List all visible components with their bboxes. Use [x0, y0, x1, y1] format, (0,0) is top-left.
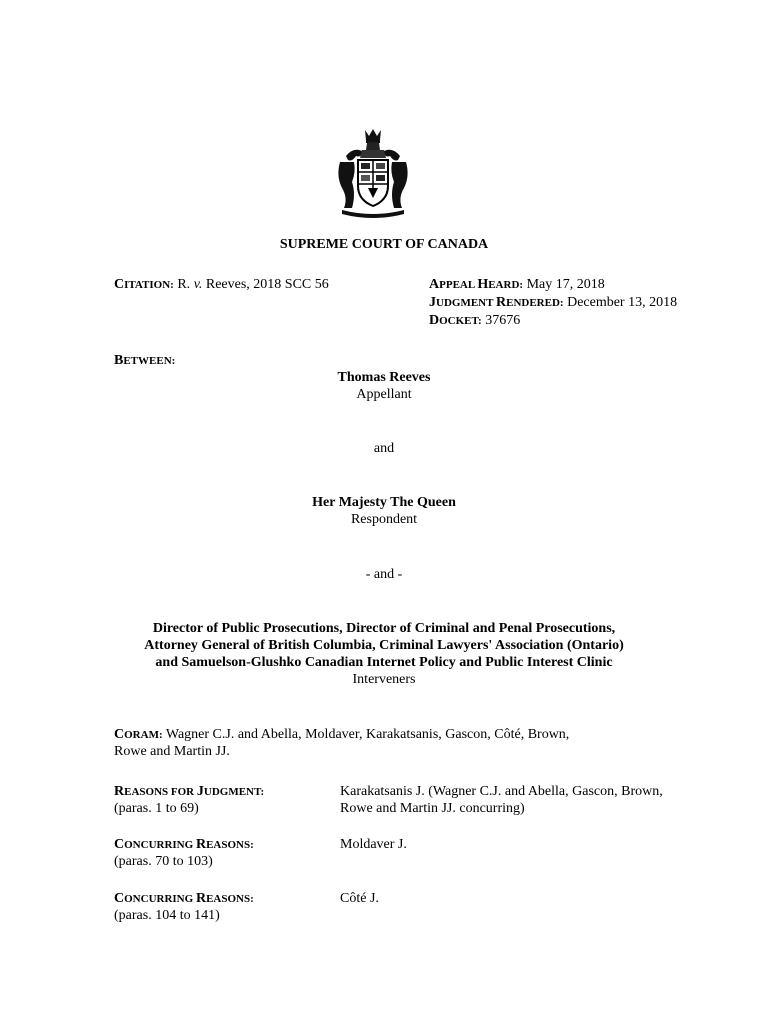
coram: CORAM: Wagner C.J. and Abella, Moldaver, Karakatsanis, Gascon, Côté, Brown, — [114, 727, 570, 742]
concurring-reasons-paras-2: (paras. 104 to 141) — [114, 908, 220, 923]
reasons-label: REASONS FOR JUDGMENT: — [114, 784, 265, 799]
respondent-role: Respondent — [350, 512, 418, 527]
interveners-role: Interveners — [352, 672, 416, 687]
and-separator-2: - and - — [365, 567, 403, 582]
interveners-line-3: and Samuelson-Glushko Canadian Internet Policy and Public Interest Clinic — [155, 655, 613, 670]
docket: DOCKET: 37676 — [429, 313, 521, 328]
reasons-author-line-2: Rowe and Martin JJ. concurring) — [340, 801, 525, 816]
interveners-line-1: Director of Public Prosecutions, Director of Criminal and Penal Prosecutions, — [152, 621, 616, 636]
judgment-rendered: JUDGMENT RENDERED: December 13, 2018 — [429, 295, 678, 310]
and-separator: and — [373, 441, 395, 456]
court-title: SUPREME COURT OF CANADA — [279, 237, 489, 252]
concurring-reasons-label: CONCURRING REASONS: — [114, 837, 254, 852]
concurring-reasons-author-2: Côté J. — [340, 891, 379, 906]
coram-line-2: Rowe and Martin JJ. — [114, 744, 230, 759]
reasons-author: Karakatsanis J. (Wagner C.J. and Abella, Gascon, Brown, — [340, 784, 663, 799]
interveners-line-2: Attorney General of British Columbia, Criminal Lawyers' Association (Ontario) — [144, 638, 624, 653]
concurring-reasons-paras: (paras. 70 to 103) — [114, 854, 213, 869]
concurring-reasons-author: Moldaver J. — [340, 837, 407, 852]
coat-of-arms-icon — [334, 128, 412, 218]
appellant-name: Thomas Reeves — [337, 370, 431, 385]
reasons-paras: (paras. 1 to 69) — [114, 801, 199, 816]
respondent-name: Her Majesty The Queen — [312, 495, 456, 510]
concurring-reasons-label-2: CONCURRING REASONS: — [114, 891, 254, 906]
appellant-role: Appellant — [356, 387, 412, 402]
appeal-heard: APPEAL HEARD: May 17, 2018 — [429, 277, 605, 292]
citation: CITATION: R. v. Reeves, 2018 SCC 56 — [114, 277, 329, 292]
between-label: BETWEEN: — [114, 353, 176, 368]
